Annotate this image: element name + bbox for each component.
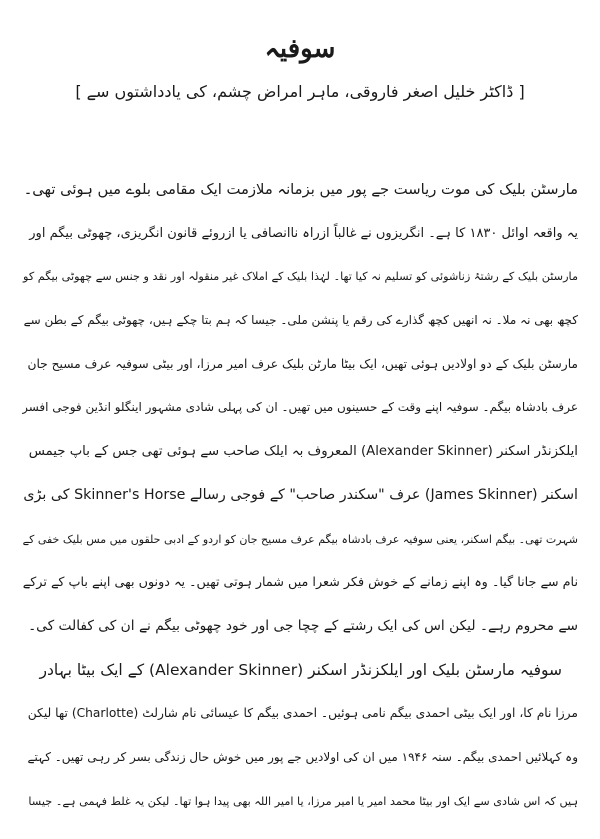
page-title: سوفیہ	[264, 34, 336, 64]
text-line: عرف بادشاہ بیگم۔ سوفیہ اپنے وقت کے حسینوں میں تھیں۔ ان کی پہلی شادی مشہور اینگلو انڈین فوجی افسر	[22, 400, 578, 415]
text-line: شہرت تھی۔ بیگم اسکنر، یعنی سوفیہ عرف بادشاہ بیگم عرف مسیح جان کو اردو کے ادبی حلقوں میں مس بلیک خفی کے	[22, 532, 578, 546]
text-line: مارسٹن بلیک کی موت ریاست جے پور میں بزمانہ ملازمت ایک مقامی بلوے میں ہوئی تھی۔	[23, 181, 578, 198]
text-line: مرزا نام کا، اور ایک بیٹی احمدی بیگم نامی ہوئیں۔ احمدی بیگم کا عیسائی نام شارلٹ (Charlotte) تھا لیکن	[27, 706, 578, 721]
text-line: وہ کہلائیں احمدی بیگم۔ سنہ ۱۹۴۶ میں ان کی اولادیں جے پور میں خوش حال زندگی بسر کر رہی تھیں۔ کہتے	[27, 749, 578, 764]
text-line: سوفیہ مارسٹن بلیک اور ایلکزنڈر اسکنر (Alexander Skinner) کے ایک بیٹا بہادر	[39, 660, 562, 679]
text-line: نام سے جانا گیا۔ وہ اپنے زمانے کے خوش فکر شعرا میں شمار ہوتی تھیں۔ یہ دونوں بھی اپنے باپ کے ترکے	[22, 575, 578, 591]
body-text	[22, 168, 578, 823]
text-line: سے محروم رہے۔ لیکن اس کی ایک رشتے کے چچا جی اور خود چھوٹی بیگم نے ان کی کفالت کی۔	[28, 617, 578, 634]
text-line: یہ واقعہ اوائل ۱۸۳۰ کا ہے۔ انگریزوں نے غالباً ازراہ ناانصافی یا ازروئے قانون انگریزی، چھوٹی بیگم اور	[29, 225, 578, 241]
text-line: مارسٹن بلیک کے رشتۂ زناشوئی کو تسلیم نہ کیا تھا۔ لہٰذا بلیک کے املاک غیر منقولہ اور نقد و جنس سے چھوٹی بیگم کو	[23, 270, 578, 284]
text-line: ایلکزنڈر اسکنر (Alexander Skinner) المعروف بہ ایلک صاحب سے ہوئی تھی جس کے باپ جیمس	[28, 444, 578, 460]
text-line: مارسٹن بلیک کے دو اولادیں ہوئی تھیں، ایک بیٹا مارٹن بلیک عرف امیر مرزا، اور بیٹی سوفیہ عرف مسیح جان	[27, 356, 578, 371]
page-subtitle: [ ڈاکٹر خلیل اصغر فاروقی، ماہر امراض چشم، کی یادداشتوں سے ]	[75, 82, 525, 101]
text-line: ہیں کہ اس شادی سے ایک اور بیٹا محمد امیر یا امیر مرزا، یا امیر اللہ بھی پیدا ہوا تھا۔ لیکن یہ غلط فہمی ہے۔ جیسا	[28, 794, 578, 808]
text-line: کچھ بھی نہ ملا۔ نہ انھیں کچھ گذارے کی رقم یا پنشن ملی۔ جیسا کہ ہم بتا چکے ہیں، چھوٹی بیگم کے بطن سے	[23, 313, 578, 328]
text-line: اسکنر (James Skinner) عرف "سکندر صاحب" کے فوجی رسالے Skinner's Horse کی بڑی	[23, 486, 578, 503]
